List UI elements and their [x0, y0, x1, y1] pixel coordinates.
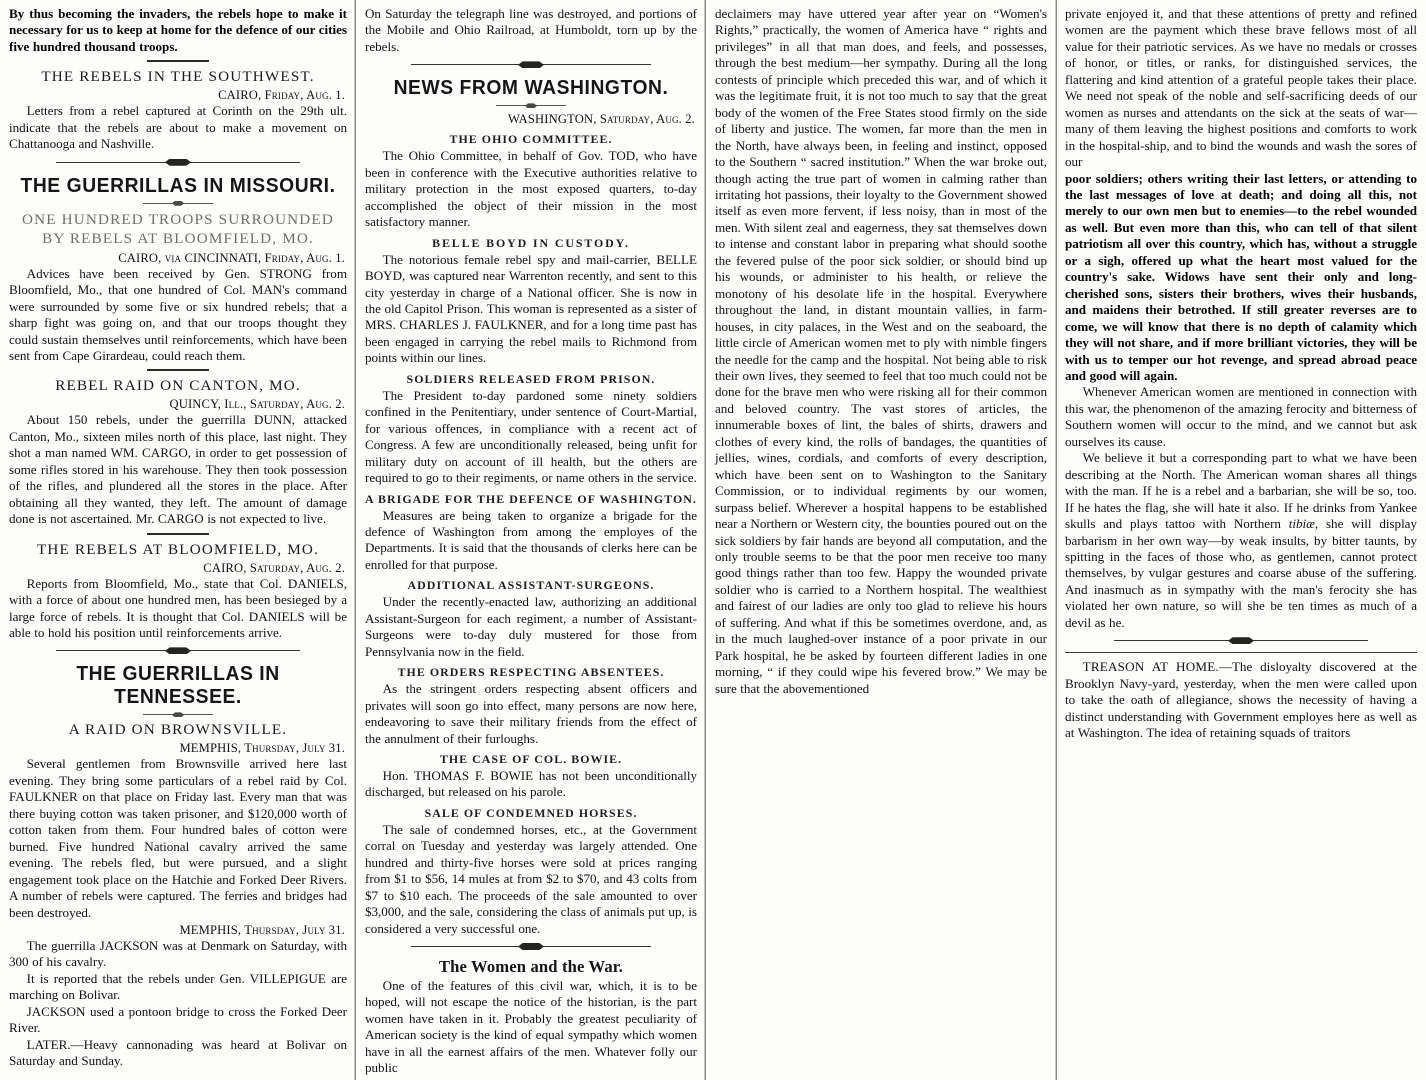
column-4	[1056, 6, 1426, 1080]
col1-brief-pontoon-bridge: JACKSON used a pontoon bridge to cross the Forked Deer River.	[9, 1003, 347, 1036]
col2-body-brigade-defence: Measures are being taken to organize a brigade for the defence of Washington from among the employes of the Departments. It is said that the thousands of clerks here can be enrolled for that purpose.	[365, 507, 697, 572]
col1-brief-jackson-denmark: The guerrilla JACKSON was at Denmark on Saturday, with 300 of his cavalry.	[9, 937, 347, 970]
col1-body-bloomfield: Advices have been received by Gen. STRONG from Bloomfield, Mo., that one hundred of Col. MAN's command were surrounded by some five or six hundred rebels; that a sharp fight was going on, and that our troops thought they could sustain themselves until reinforcements, which have been sent from Cape Girardeau, could reach them.	[9, 265, 347, 363]
section-rule-tiny	[496, 105, 566, 106]
col2-head-soldiers-released: SOLDIERS RELEASED FROM PRISON.	[406, 371, 656, 386]
col2-lead-paragraph: On Saturday the telegraph line was destroyed, and portions of the Mobile and Ohio Railroad, at Humboldt, torn up by the rebels.	[365, 6, 697, 54]
section-rule	[147, 369, 209, 371]
section-rule-tiny	[143, 714, 213, 715]
col1-dateline-cairo-2: CAIRO, Saturday, Aug. 2.	[203, 560, 345, 575]
col2-head-condemned-horses: SALE OF CONDEMNED HORSES.	[424, 805, 638, 820]
col4-brief-treason-at-home	[1065, 659, 1417, 741]
col2-head-belle-boyd: BELLE BOYD IN CUSTODY.	[432, 235, 630, 250]
col4-text-italic-tibiae: tibiæ	[1288, 516, 1315, 532]
section-rule	[147, 533, 209, 535]
col4-text-pre: We believe it but a corresponding part to what we have been describing at the North. The American woman shares all things with the man. If he is a rebel and a barbarian, she will be so, too. If he hates the flag, she will hate it also. If he drinks from Yankee skulls and plays tattoo with Northern	[1065, 450, 1417, 532]
col1-body-rebels-bloomfield: Reports from Bloomfield, Mo., state that Col. DANIELS, with a force of about one hundred men, has been besieged by a large force of rebels. It is thought that Col. DANIELS will be able to hold his position until reinforcements arrive.	[9, 575, 347, 640]
col4-text-post: , she will display barbarism in her own way—by weak insults, by bitter taunts, by spitting in the faces of those who, as gentlemen, cannot protect themselves, by vulgar gestures and coarse abuse of the suffering. And inasmuch as in sympathy with the man's ferocity she has violated her own nature, so will she be ten times as much of a devil as he.	[1065, 516, 1418, 630]
section-rule-diamond	[56, 646, 299, 655]
col2-body-women-and-war: One of the features of this civil war, which, it is to be hoped, will not escape the notice of the historian, is the part women have taken in it. Probably the greatest peculiarity of American society is the kind of equal sympathy which women have in all the earnest affairs of the men. Whatever folly our public	[365, 978, 697, 1076]
col1-body-rebels-southwest: Letters from a rebel captured at Corinth on the 29th ult. indicate that the rebels are about to make a movement on Chattanooga and Nashville.	[9, 103, 347, 152]
col2-banner-news-from-washington: NEWS FROM WASHINGTON.	[393, 76, 669, 100]
section-rule-tiny	[143, 203, 213, 204]
col4-body-southern-women: Whenever American women are mentioned in connection with this war, the phenomenon of the amazing ferocity and bitterness of Southern women will occur to the mind, and we cannot but ask ourselves its cause.	[1065, 384, 1417, 449]
col1-dateline-memphis-2: MEMPHIS, Thursday, July 31.	[179, 922, 345, 937]
col2-head-brigade-defence: A BRIGADE FOR THE DEFENCE OF WASHINGTON.	[365, 491, 697, 506]
col1-dateline-cairo-cincinnati: CAIRO, via CINCINNATI, Friday, Aug. 1.	[118, 250, 345, 265]
col2-title-women-and-war: The Women and the War.	[438, 957, 624, 977]
col2-body-ohio-committee: The Ohio Committee, in behalf of Gov. TOD, who have been in conference with the Executive authorities relative to military protection in the most exposed quarters, to-day accomplished the object of their mission in the most satisfactory manner.	[365, 148, 697, 230]
col2-body-soldiers-released: The President to-day pardoned some ninety soldiers confined in the Penitentiary, under sentence of Court-Martial, for various offences, in compliance with a recent act of Congress. A few are unconditionally released, being unfit for military duty on account of ill health, but the others are required to go to their regiments, or name others in the service.	[365, 387, 697, 486]
col2-body-condemned-horses: The sale of condemned horses, etc., at the Government corral on Tuesday and yesterday was largely attended. One hundred and thirty-five horses were sold at prices ranging from $1 to $56, 14 mules at from $2 to $70, and 43 colts from $7 to $10 each. The proceeds of the sale amounted to over $3,000, and the sale, considering the class of animals put up, is considered a very successful one.	[365, 821, 697, 936]
col1-headline-rebels-southwest: THE REBELS IN THE SOUTHWEST.	[41, 68, 315, 86]
col2-dateline-washington: WASHINGTON, Saturday, Aug. 2.	[508, 112, 695, 127]
col1-headline-rebels-bloomfield: THE REBELS AT BLOOMFIELD, MO.	[37, 540, 319, 558]
col2-head-ohio-committee: THE OHIO COMMITTEE.	[449, 132, 613, 147]
col4-brief-lead-in: TREASON AT HOME.	[1082, 659, 1219, 675]
col2-head-assistant-surgeons: ADDITIONAL ASSISTANT-SURGEONS.	[407, 578, 655, 593]
col1-brief-villepigue: It is reported that the rebels under Gen. VILLEPIGUE are marching on Bolivar.	[9, 970, 347, 1003]
col2-head-col-bowie: THE CASE OF COL. BOWIE.	[439, 751, 623, 766]
col1-dateline-memphis-1: MEMPHIS, Thursday, July 31.	[179, 741, 345, 756]
column-1	[0, 6, 356, 1080]
col4-body-continued-1b: poor soldiers; others writing their last letters, or attending to the last messages of love at death; and doing all this, not merely to our own men but to enemies—to the rebel wounded as well. But even more than this, who can tell of that silent patriotism all over this country, which has, without a struggle or a sigh, offered up what the heart most valued for the country's sake. Widows have sent their only and long-cherished sons, sisters their brothers, wives their husbands, and maidens their betrothed. If still greater reverses are to come, we will know that there is no depth of calamity which they will not share, and if more brilliant victories, they will be with us to temper our hot revenge, and spread abroad peace and good will again.	[1065, 170, 1417, 383]
col4-body-corresponding-part	[1065, 450, 1417, 631]
col3-body-women-and-war-continued: declaimers may have uttered year after year on “Women's Rights,” practically, the women of America have “ rights and privileges” in all that man does, and feels, and possesses, through the best medium—her sympathy. During all the long contests of principle which preceded this war, and of which it was the legitimate fruit, it is not too much to say that the great body of the women of the Free States stood firmly on the side of liberty and justice. The women, far more than the men in the North, have always been, in feeling and instinct, opposed to the Southern “ sacred institution.” When the war broke out, though acting the true part of women in calming rather than irritating hot passions, their loyalty to the Government showed itself as even more fervent, if less noisy, than in most of the men. With silent zeal and eagerness, they sat themselves down to intense and constant labor in preparing what should soothe the fevered pulse of the poor sick soldier, or should bind up his wounds, or administer to his health, or relieve the monotony of his desolate life in the hospital. Everywhere throughout the land, in distant mountain vallies, in farm-houses, in city palaces, in the West and on the seaboard, the little circle of American women met to ply with nimble fingers the needle for the camp and the hospital. Not being able to risk their own lives, they seemed to feel that too much could not be done for the brave men who were risking all for their common and beloved country. The vast stores of articles, the innumerable boxes of lint, the bales of shirts, drawers and clothes of every kind, the rolls of bandages, the quantities of jellies, wines, cordials, and comforts of every description, which have been sent on to Washington to the Sanitary Commission, or to individual regiments by our women, surpass belief. Wherever a hospital happens to be established near a Northern or Western city, the bounties poured out on the sick soldiers by fair hands are beyond all computation, and the only trouble seems to be that the poor men receive too many good things rather than too few. Happy the wounded private soldier who is carried to a Northern hospital. The wealthiest and fairest of our ladies are only too glad to relieve his hours of suffering. And what if this be sometimes overdone, and, as in the much laughed-over instance of a poor private in our Park hospital, he be asked by fourteen different ladies in one morning, “ if they could wipe his fevered brow.” We may be sure that the abovementioned	[715, 6, 1047, 696]
col1-subhead-brownsville: A RAID ON BROWNSVILLE.	[68, 721, 288, 739]
col4-body-continued-1: private enjoyed it, and that these attentions of pretty and refined women are the payment which these brave fellows most of all value for their patriotic services. As we have no medals or crosses of honor, or titles, or ranks, for distinguished services, the flattering and kind attention of a grateful people takes their place. We need not speak of the noble and self-sacrificing deeds of our women as nurses and attendants on the sick at the seats of war—many of them leaving the highest positions and comforts to work in the hospital-ship, and to bind the wounds and wash the sores of our	[1065, 6, 1417, 170]
col1-dateline-quincy: QUINCY, Ill., Saturday, Aug. 2.	[169, 397, 345, 412]
column-3	[706, 6, 1056, 1080]
section-rule-diamond	[411, 942, 650, 951]
section-rule	[147, 60, 209, 62]
col1-body-canton-raid: About 150 rebels, under the guerrilla DUNN, attacked Canton, Mo., sixteen miles north of this place, last night. They shot a man named WM. CARGO, in order to get possession of some rifles stored in his warehouse. They then took possession of the rifles, and plundered all the stores in the place. After obtaining all they wanted, they left. The amount of damage done is not ascertained. Mr. CARGO is not expected to live.	[9, 412, 347, 527]
col1-lead-paragraph: By thus becoming the invaders, the rebels hope to make it necessary for us to keep at home for the defence of our cities five hundred thousand troops.	[9, 6, 347, 54]
column-2	[356, 6, 706, 1080]
col1-headline-canton-raid: REBEL RAID ON CANTON, MO.	[55, 377, 301, 395]
brief-separator-rule	[1065, 652, 1417, 653]
section-rule-diamond	[411, 60, 650, 69]
col2-body-orders-absentees: As the stringent orders respecting absent officers and privates will soon go into effect, many persons are now here, endeavoring to save their military friends from the effect of the annulment of their furloughs.	[365, 681, 697, 746]
section-rule-diamond	[56, 158, 299, 167]
col1-banner-guerrillas-missouri: THE GUERRILLAS IN MISSOURI.	[20, 173, 336, 197]
col1-dateline-cairo-1: CAIRO, Friday, Aug. 1.	[218, 88, 345, 103]
col2-head-orders-absentees: THE ORDERS RESPECTING ABSENTEES.	[397, 665, 665, 680]
col1-body-brownsville: Several gentlemen from Brownsville arrived here last evening. They bring some particulars of a rebel raid by Col. FAULKNER on that place on Friday last. Every man that was there buying cotton was taken prisoner, and $120,000 worth of cotton taken from them. Four hundred bales of cotton were burned. Five hundred National cavalry arrived the same evening. The rebels fled, but were pursued, and a slight engagement took place on the Hatchie and Forked Deer Rivers. A number of rebels were captured. The ferries and bridges had been destroyed.	[9, 756, 347, 920]
col2-body-assistant-surgeons: Under the recently-enacted law, authorizing an additional Assistant-Surgeon for each regiment, a number of Assistant-Surgeons were to-day duly mustered for those from Pennsylvania now in the field.	[365, 594, 697, 659]
section-rule-diamond	[1114, 636, 1367, 645]
col2-body-belle-boyd: The notorious female rebel spy and mail-carrier, BELLE BOYD, was captured near Warrenton recently, and sent to this city yesterday in charge of a National officer. She is now in the old Capitol Prison. This woman is represented as a sister of MRS. CHARLES J. FAULKNER, and for a long time past has been engaged in carrying the rebel mails to Richmond from points within our lines.	[365, 251, 697, 366]
col1-banner-guerrillas-tennessee: THE GUERRILLAS IN TENNESSEE.	[76, 662, 280, 709]
col2-body-col-bowie: Hon. THOMAS F. BOWIE has not been unconditionally discharged, but released on his parole.	[365, 767, 697, 800]
col4-brief-body: —The disloyalty discovered at the Brooklyn Navy-yard, yesterday, when the men were called upon to take the oath of allegiance, shows the necessity of having a distinct understanding with Government employes here as well as at Washington. The idea of retaining squads of traitors	[1065, 659, 1417, 741]
col1-brief-later-bolivar: LATER.—Heavy cannonading was heard at Bolivar on Saturday and Sunday.	[9, 1036, 347, 1069]
col1-subhead-bloomfield: ONE HUNDRED TROOPS SURROUNDED BY REBELS AT BLOOMFIELD, MO.	[22, 210, 334, 248]
